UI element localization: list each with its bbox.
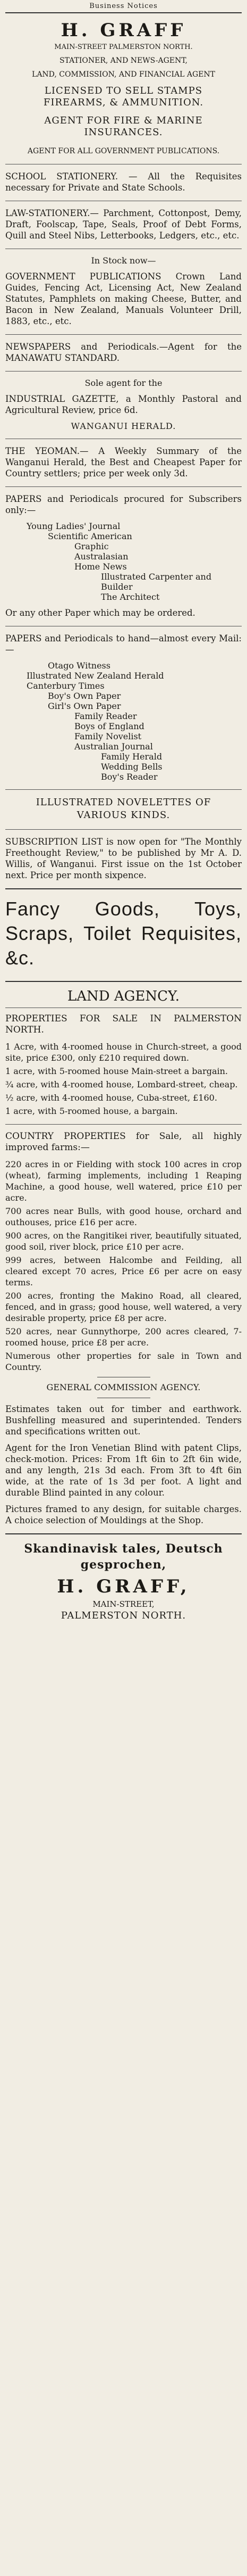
ad-line-stationer: STATIONER, AND NEWS-AGENT, bbox=[59, 56, 188, 65]
fancy-goods-banner: Fancy Goods, Toys, Scraps, Toilet Requisites, &c. bbox=[5, 898, 242, 969]
commission-blind: Agent for the Iron Venetian Blind with patent Clips, check-motion. Prices: From 1ft 6in to 2ft 6in wide, and any length, 21s 3d each. From 3ft to 4ft 6in wide, at the rate of 1s 3d per foot. A light and durable Blind painted in any colour. bbox=[5, 1443, 242, 1498]
ad-line-insurance: AGENT FOR FIRE & MARINE INSURANCES. bbox=[44, 115, 203, 138]
country-property-item: 220 acres in or Fielding with stock 100 acres in crop (wheat), farming implements, including 1 Reaping Machine, a good house, well watered, price £10 per acre. bbox=[5, 1159, 242, 1203]
list-item: Australian Journal bbox=[74, 741, 153, 752]
list-item: Boys of England bbox=[74, 721, 144, 731]
footer-advertiser-name: H. GRAFF, bbox=[57, 1576, 190, 1597]
footer-town: PALMERSTON NORTH. bbox=[61, 1610, 186, 1621]
list-item: Scientific American bbox=[48, 531, 132, 541]
wanganui-herald-label: WANGANUI HERALD. bbox=[71, 421, 176, 431]
country-property-item: 700 acres near Bulls, with good house, orchard and outhouses, price £16 per acre. bbox=[5, 1206, 242, 1227]
country-property-item: 900 acres, on the Rangitikei river, beautifully situated, good soil, river block, price £10 per acre. bbox=[5, 1231, 242, 1252]
list-item: Family Herald bbox=[101, 752, 163, 762]
numerous-properties-note: Numerous other properties for sale in Town and Country. bbox=[5, 1351, 242, 1372]
novelettes-notice: ILLUSTRATED NOVELETTES OF VARIOUS KINDS. bbox=[36, 797, 211, 821]
list-item: Australasian bbox=[74, 551, 129, 562]
property-item: ½ acre, with 4-roomed house, Cuba-street, £160. bbox=[5, 1093, 217, 1103]
footer-street: MAIN-STREET, bbox=[92, 1599, 155, 1609]
country-properties-title: COUNTRY PROPERTIES for Sale, all highly improved farms:— bbox=[5, 1131, 242, 1153]
school-stationery-notice: SCHOOL STATIONERY. — All the Requisites necessary for Private and State Schools. bbox=[5, 171, 242, 193]
ad-line-land: LAND, COMMISSION, AND FINANCIAL AGENT bbox=[32, 70, 215, 79]
commission-pictures: Pictures framed to any design, for suitable charges. A choice selection of Mouldings at the Shop. bbox=[5, 1504, 242, 1525]
divider bbox=[5, 981, 242, 982]
papers-order-list bbox=[27, 521, 242, 602]
property-item: 1 acre, with 5-roomed house Main-street a bargain. bbox=[5, 1066, 228, 1076]
country-property-item: 520 acres, near Gunnythorpe, 200 acres cleared, 7-roomed house, price £8 per acre. bbox=[5, 1326, 242, 1348]
subscription-notice: SUBSCRIPTION LIST is now open for "The Monthly Freethought Review," to be published by Mr A. D. Willis, of Wanganui. First issue on the 1st October next. Price per month sixpence. bbox=[5, 837, 242, 880]
section-label: Business Notices bbox=[89, 2, 158, 10]
in-stock-label: In Stock now— bbox=[91, 255, 156, 266]
papers-order-notice: PAPERS and Periodicals procured for Subscribers only:— bbox=[5, 494, 242, 515]
commission-heading: GENERAL COMMISSION AGENCY. bbox=[46, 1382, 201, 1392]
papers-hand-notice: PAPERS and Periodicals to hand—almost every Mail:— bbox=[5, 633, 242, 655]
property-item: 1 Acre, with 4-roomed house in Church-street, a good site, price £300, only £210 required down. bbox=[5, 1042, 242, 1063]
land-agency-heading: LAND AGENCY. bbox=[67, 988, 180, 1004]
language-notice: Skandinavisk tales, Deutsch gesprochen, bbox=[24, 1542, 223, 1572]
list-item: Canterbury Times bbox=[27, 681, 105, 691]
property-item: ¾ acre, with 4-roomed house, Lombard-street, cheap. bbox=[5, 1079, 238, 1089]
ad-line-licensed: LICENSED TO SELL STAMPS FIREARMS, & AMMUNITION. bbox=[43, 85, 204, 108]
divider bbox=[5, 829, 242, 830]
divider bbox=[5, 1124, 242, 1125]
ad-line-publications: AGENT FOR ALL GOVERNMENT PUBLICATIONS. bbox=[27, 147, 220, 155]
divider bbox=[5, 1533, 242, 1534]
list-item: Otago Witness bbox=[48, 660, 110, 671]
commission-estimates: Estimates taken out for timber and earthwork. Bushfelling measured and superintended. Tenders and specifications written out. bbox=[5, 1404, 242, 1436]
advertiser-name: H. GRAFF bbox=[61, 20, 186, 41]
law-stationery-notice: LAW-STATIONERY.— Parchment, Cottonpost, Demy, Draft, Foolscap, Tape, Seals, Proof of Debt Forms, Quill and Steel Nibs, Letterbooks, Ledgers, etc., etc. bbox=[5, 208, 242, 241]
property-item: 1 acre, with 5-roomed house, a bargain. bbox=[5, 1106, 178, 1116]
list-item: Wedding Bells bbox=[101, 762, 163, 772]
divider bbox=[5, 334, 242, 335]
list-item: The Architect bbox=[101, 592, 160, 602]
country-property-item: 200 acres, fronting the Makino Road, all cleared, fenced, and in grass; good house, well watered, a very desirable property, price £8 per acre. bbox=[5, 1291, 242, 1323]
divider bbox=[5, 789, 242, 790]
list-item: Graphic bbox=[74, 541, 109, 551]
list-item: Young Ladies' Journal bbox=[27, 521, 121, 531]
government-publications-notice: GOVERNMENT PUBLICATIONS Crown Land Guides, Fencing Act, Licensing Act, New Zealand Statutes, Pamphlets on making Cheese, Butter, and Bacon in New Zealand, Manuals Volunteer Drill, 1883, etc., etc. bbox=[5, 271, 242, 326]
properties-title: PROPERTIES FOR SALE IN PALMERSTON NORTH. bbox=[5, 1013, 242, 1035]
list-item: Family Reader bbox=[74, 711, 137, 721]
list-item: Illustrated New Zealand Herald bbox=[27, 671, 164, 681]
papers-hand-list bbox=[27, 660, 242, 782]
list-item: Family Novelist bbox=[74, 731, 142, 741]
yeoman-notice: THE YEOMAN.— A Weekly Summary of the Wanganui Herald, the Best and Cheapest Paper for Country settlers; price per week only 3d. bbox=[5, 446, 242, 478]
sole-agent-label: Sole agent for the bbox=[84, 378, 163, 388]
list-item: Illustrated Carpenter and Builder bbox=[101, 572, 212, 592]
list-item: Boy's Own Paper bbox=[48, 691, 121, 701]
papers-order-footer: Or any other Paper which may be ordered. bbox=[5, 608, 195, 618]
list-item: Boy's Reader bbox=[101, 772, 158, 782]
divider bbox=[5, 888, 242, 889]
divider bbox=[5, 12, 242, 13]
advertiser-address: MAIN-STREET PALMERSTON NORTH. bbox=[54, 43, 193, 51]
industrial-gazette-notice: INDUSTRIAL GAZETTE, a Monthly Pastoral and Agricultural Review, price 6d. bbox=[5, 394, 242, 415]
country-property-item: 999 acres, between Halcombe and Feilding, all cleared except 70 acres, Price £6 per acre on easy terms. bbox=[5, 1255, 242, 1287]
divider bbox=[5, 486, 242, 487]
list-item: Home News bbox=[74, 562, 127, 572]
list-item: Girl's Own Paper bbox=[48, 701, 121, 711]
newspapers-notice: NEWSPAPERS and Periodicals.—Agent for the MANAWATU STANDARD. bbox=[5, 342, 242, 363]
